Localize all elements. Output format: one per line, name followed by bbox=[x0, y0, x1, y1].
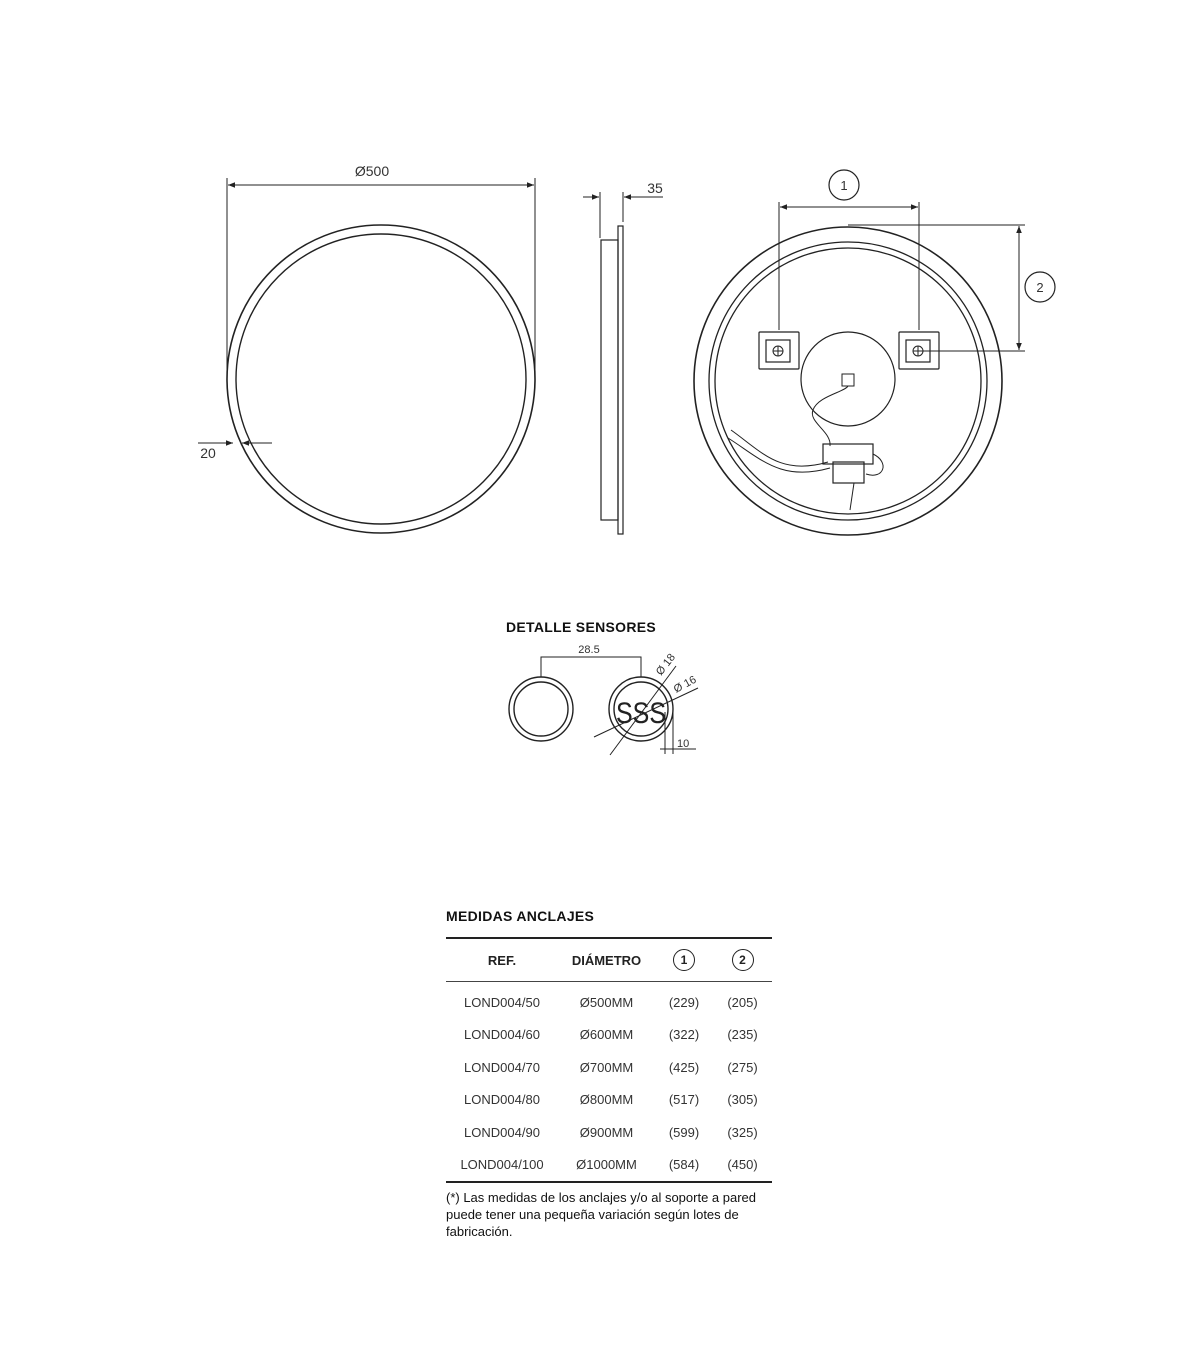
anchors-table bbox=[446, 937, 772, 1183]
row-ref: LOND004/50 bbox=[464, 994, 540, 1010]
row-ref: LOND004/70 bbox=[464, 1059, 540, 1075]
table-row bbox=[446, 982, 772, 1019]
front-diameter-label: Ø500 bbox=[354, 163, 390, 179]
row-col1: (584) bbox=[655, 1149, 713, 1183]
sensor-offset-label: 10 bbox=[677, 738, 690, 750]
sensor-symbol: SSS bbox=[616, 697, 666, 730]
wire-4 bbox=[866, 454, 883, 475]
sensor-left-inner bbox=[514, 682, 568, 736]
sensor-detail-title: DETALLE SENSORES bbox=[506, 619, 657, 635]
back-view bbox=[694, 170, 1055, 535]
row-col2: (450) bbox=[713, 1149, 772, 1183]
callout-1-label: 1 bbox=[840, 178, 848, 193]
connector-small bbox=[842, 374, 854, 386]
side-depth-label: 35 bbox=[647, 180, 663, 196]
table-row bbox=[446, 1149, 772, 1183]
wire-1 bbox=[812, 386, 848, 446]
wire-5 bbox=[850, 483, 854, 510]
wire-2 bbox=[731, 430, 828, 466]
row-col2: (235) bbox=[727, 1027, 758, 1043]
sensor-left-outer bbox=[509, 677, 573, 741]
anchors-title: MEDIDAS ANCLAJES bbox=[446, 908, 595, 924]
header-diameter: DIÁMETRO bbox=[558, 938, 655, 982]
side-body bbox=[601, 240, 618, 520]
row-col2: (325) bbox=[727, 1124, 758, 1140]
row-col1: (599) bbox=[668, 1124, 700, 1140]
header-col2 bbox=[713, 938, 772, 982]
sensor-spacing-label: 28.5 bbox=[578, 644, 600, 656]
row-col1: (425) bbox=[668, 1059, 700, 1075]
row-col2: (305) bbox=[727, 1092, 758, 1108]
transformer-lower bbox=[833, 462, 864, 483]
table-row bbox=[446, 1084, 772, 1117]
row-diameter: Ø500MM bbox=[579, 994, 634, 1010]
side-view bbox=[583, 192, 663, 534]
row-diameter: Ø600MM bbox=[579, 1027, 634, 1043]
wire-3 bbox=[728, 438, 830, 472]
table-row bbox=[446, 1116, 772, 1149]
table-row bbox=[446, 1051, 772, 1084]
row-diameter: Ø700MM bbox=[579, 1059, 634, 1075]
row-col1: (322) bbox=[668, 1027, 700, 1043]
row-ref: LOND004/90 bbox=[464, 1124, 540, 1140]
mirror-inner-ring bbox=[236, 234, 526, 524]
callout-2-label: 2 bbox=[1036, 280, 1044, 295]
row-ref: LOND004/60 bbox=[464, 1027, 540, 1043]
front-frame-label: 20 bbox=[200, 445, 216, 461]
row-diameter: Ø900MM bbox=[579, 1124, 634, 1140]
row-col1: (229) bbox=[668, 994, 700, 1010]
row-diameter: Ø800MM bbox=[579, 1092, 634, 1108]
transformer-box bbox=[823, 444, 873, 464]
header-col1 bbox=[655, 938, 713, 982]
spacing-bracket bbox=[541, 657, 641, 677]
front-view bbox=[198, 178, 535, 533]
mirror-outer-ring bbox=[227, 225, 535, 533]
row-col1: (517) bbox=[668, 1092, 700, 1108]
driver-disc bbox=[801, 332, 895, 426]
row-ref: LOND004/100 bbox=[446, 1149, 558, 1183]
row-col2: (275) bbox=[727, 1059, 758, 1075]
row-col2: (205) bbox=[727, 994, 758, 1010]
header-ref: REF. bbox=[446, 938, 558, 982]
back-ring-2 bbox=[709, 242, 987, 520]
back-ring-3 bbox=[715, 248, 981, 514]
manufacturing-note: (*) Las medidas de los anclajes y/o al soporte a pared puede tener una pequeña variación según lotes de fabricación. bbox=[446, 1190, 757, 1239]
table-header-row bbox=[446, 938, 772, 982]
header-col1-badge: 1 bbox=[673, 949, 695, 971]
sensor-diam16-label: Ø 16 bbox=[671, 673, 699, 696]
header-col2-badge: 2 bbox=[732, 949, 754, 971]
table-row bbox=[446, 1019, 772, 1052]
row-diameter: Ø1000MM bbox=[558, 1149, 655, 1183]
row-ref: LOND004/80 bbox=[464, 1092, 540, 1108]
side-glass bbox=[618, 226, 623, 534]
sensor-detail bbox=[509, 657, 698, 755]
back-outer-ring bbox=[694, 227, 1002, 535]
sensor-diam18-label: Ø 18 bbox=[653, 651, 679, 678]
